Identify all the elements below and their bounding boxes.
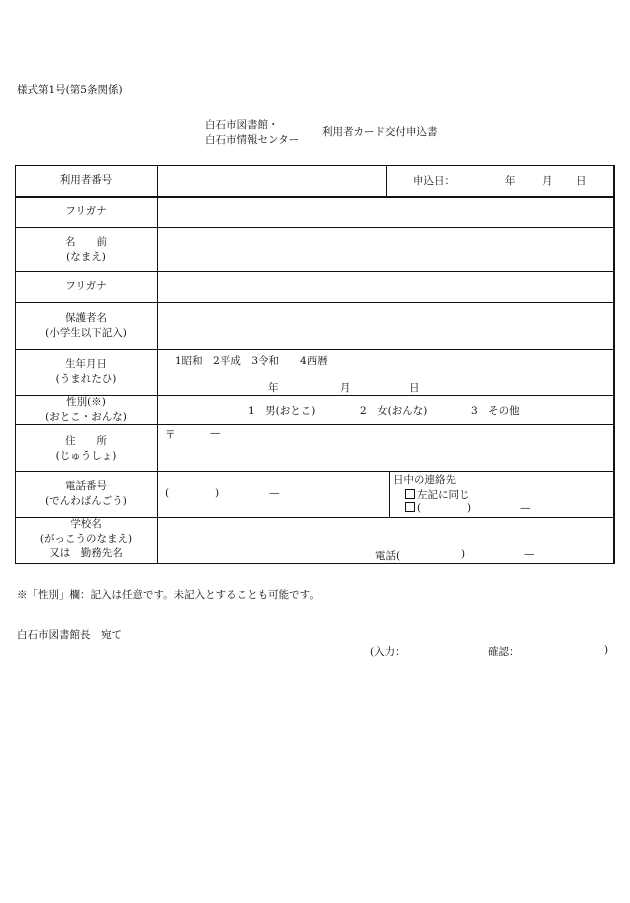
daytime-column-divider bbox=[389, 471, 390, 517]
addressee: 白石市図書館長 宛て bbox=[17, 629, 122, 641]
gender-label bbox=[15, 395, 157, 425]
checkbox-icon[interactable] bbox=[405, 489, 415, 499]
input-label: (入力： bbox=[370, 646, 406, 658]
table-border-bottom bbox=[15, 563, 615, 564]
address-field[interactable] bbox=[161, 427, 609, 469]
gender-option-female[interactable]: 2 女(おんな) bbox=[360, 405, 428, 417]
title-organization-line1: 白石市図書館・ bbox=[205, 119, 279, 131]
furigana-field[interactable] bbox=[161, 199, 609, 225]
daytime-same-as-left-option[interactable] bbox=[405, 487, 470, 502]
document-title: 利用者カード交付申込書 bbox=[322, 126, 438, 138]
name-label bbox=[15, 235, 157, 265]
phone-field[interactable] bbox=[161, 475, 385, 515]
confirm-label: 確認： bbox=[488, 646, 520, 658]
postal-dash: — bbox=[210, 427, 221, 439]
phone-label-line1: 電話番号 bbox=[65, 480, 107, 492]
birth-year-label: 年 bbox=[268, 382, 279, 394]
phone-close-paren: ) bbox=[215, 487, 220, 499]
row-divider bbox=[15, 302, 615, 303]
school-phone-label: 電話( bbox=[375, 550, 401, 562]
checkbox-icon[interactable] bbox=[405, 502, 415, 512]
daytime-other-option[interactable] bbox=[405, 502, 421, 514]
furigana-label: フリガナ bbox=[65, 205, 107, 217]
school-label-line3: 又は 勤務先名 bbox=[49, 547, 123, 559]
application-form-table bbox=[15, 165, 615, 565]
gender-label-line1: 性別(※) bbox=[66, 396, 106, 408]
school-label-line1: 学校名 bbox=[70, 518, 102, 530]
guardian-label-line2: (小学生以下記入) bbox=[45, 327, 127, 339]
gender-label-line2: (おとこ・おんな) bbox=[45, 411, 127, 423]
gender-option-male[interactable]: 1 男(おとこ) bbox=[248, 405, 316, 417]
school-phone-dash: — bbox=[524, 548, 535, 560]
daytime-same-as-left-text: 左記に同じ bbox=[417, 489, 470, 501]
date-column-divider bbox=[386, 165, 387, 196]
row-divider bbox=[15, 471, 615, 472]
daytime-other-close-paren: ) bbox=[467, 502, 472, 514]
application-date-label: 申込日： bbox=[413, 175, 455, 187]
name-label-line2: (なまえ) bbox=[66, 251, 106, 263]
birth-label-line2: (うまれたひ) bbox=[55, 373, 117, 385]
guardian-label-line1: 保護者名 bbox=[65, 312, 107, 324]
row-divider bbox=[15, 349, 615, 350]
birth-month-label: 月 bbox=[340, 382, 351, 394]
label-column-divider bbox=[157, 165, 158, 564]
guardian-furigana-label: フリガナ bbox=[65, 280, 107, 292]
user-number-label: 利用者番号 bbox=[59, 174, 113, 186]
birth-date-label bbox=[15, 357, 157, 387]
application-date-month: 月 bbox=[542, 175, 553, 187]
table-divider-thick bbox=[15, 196, 615, 198]
form-number: 様式第1号(第5条関係) bbox=[17, 84, 123, 96]
guardian-name-label bbox=[15, 311, 157, 341]
address-label-line1: 住 所 bbox=[65, 435, 107, 447]
name-field[interactable] bbox=[161, 229, 609, 269]
era-options[interactable]: 1昭和 2平成 3令和 4西暦 bbox=[175, 355, 328, 367]
birth-label-line1: 生年月日 bbox=[65, 358, 107, 370]
phone-dash: — bbox=[269, 487, 280, 499]
application-date-year: 年 bbox=[505, 175, 516, 187]
name-label-line1: 名 前 bbox=[65, 236, 107, 248]
address-label bbox=[15, 434, 157, 464]
phone-label bbox=[15, 479, 157, 509]
school-or-workplace-label bbox=[15, 517, 157, 561]
daytime-contact-label: 日中の連絡先 bbox=[393, 474, 456, 486]
table-border-right bbox=[613, 165, 615, 564]
birth-day-label: 日 bbox=[409, 382, 420, 394]
table-border-top bbox=[15, 165, 615, 166]
phone-open-paren: ( bbox=[165, 487, 170, 499]
school-label-line2: (がっこうのなまえ) bbox=[39, 532, 133, 545]
row-divider bbox=[15, 227, 615, 228]
guardian-furigana-field[interactable] bbox=[161, 274, 609, 300]
phone-label-line2: (でんわばんごう) bbox=[45, 495, 127, 507]
application-date-day: 日 bbox=[576, 175, 587, 187]
school-or-workplace-field[interactable] bbox=[161, 521, 609, 547]
postal-mark: 〒 bbox=[165, 429, 176, 441]
daytime-other-open-paren: ( bbox=[417, 502, 422, 514]
user-number-field[interactable] bbox=[172, 169, 382, 193]
office-use-close-paren: ) bbox=[604, 644, 609, 656]
address-label-line2: (じゅうしょ) bbox=[55, 450, 117, 462]
gender-field-note: ※「性別」欄：記入は任意です。未記入とすることも可能です。 bbox=[17, 589, 320, 601]
daytime-other-dash: — bbox=[520, 502, 531, 514]
title-organization-line2: 白石市情報センター bbox=[205, 134, 300, 146]
gender-option-other[interactable]: 3 その他 bbox=[471, 405, 520, 417]
guardian-name-field[interactable] bbox=[161, 305, 609, 347]
school-phone-close-paren: ) bbox=[461, 548, 466, 560]
row-divider bbox=[15, 271, 615, 272]
